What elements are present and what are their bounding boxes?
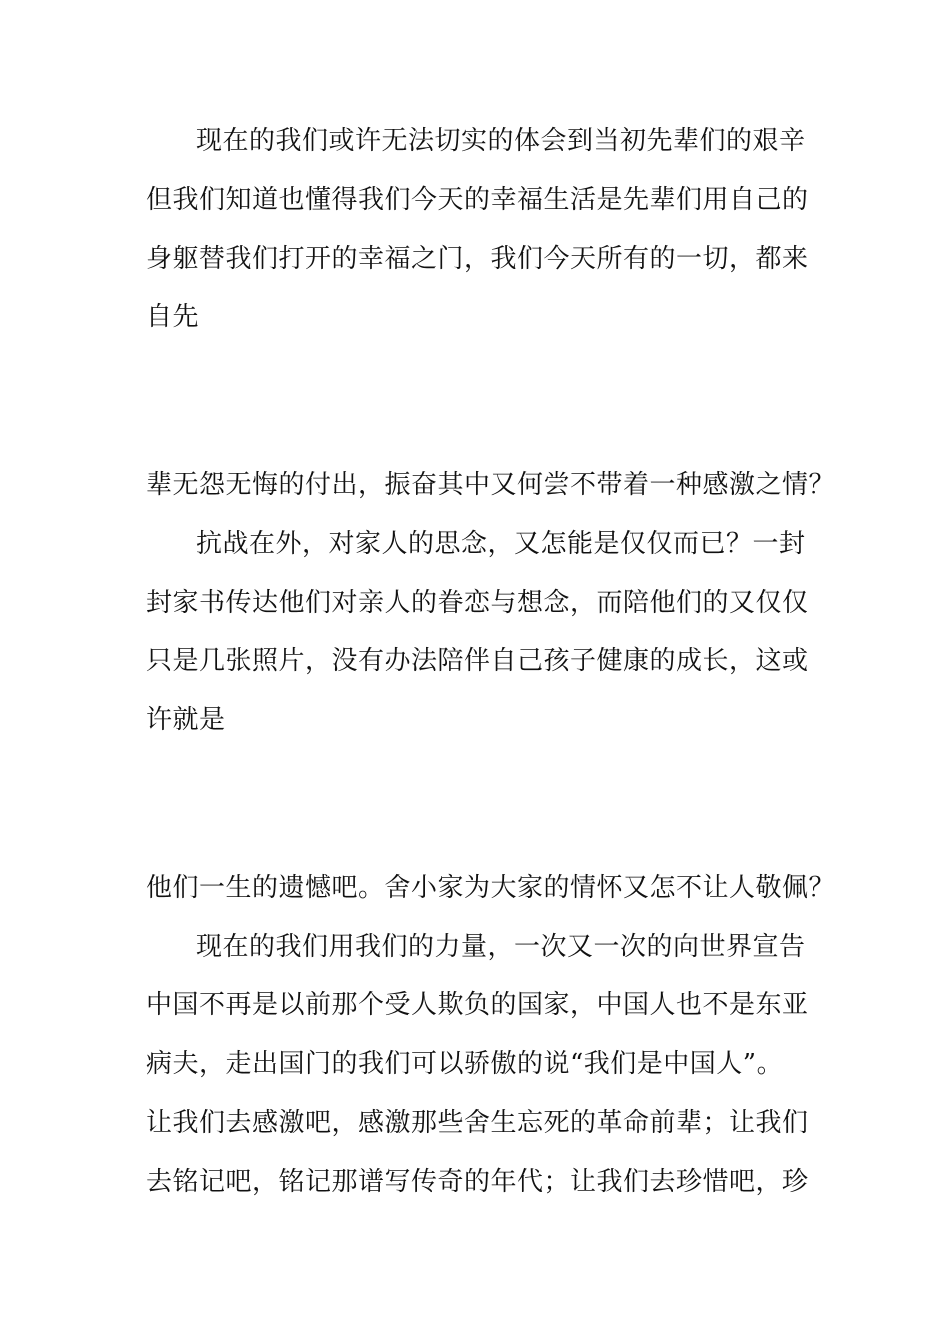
paragraph-2-line-4: 许就是 (146, 705, 226, 735)
paragraph-1-line-2: 但我们知道也懂得我们今天的幸福生活是先辈们用自己的 (146, 185, 809, 215)
paragraph-3-line-3: 病夫，走出国门的我们可以骄傲的说“我们是中国人”。 (146, 1049, 784, 1079)
paragraph-3-line-1: 现在的我们用我们的力量，一次又一次的向世界宣告 (196, 932, 806, 962)
paragraph-2-line-2: 封家书传达他们对亲人的眷恋与想念，而陪他们的又仅仅 (146, 588, 809, 618)
paragraph-1-line-5: 辈无怨无悔的付出，振奋其中又何尝不带着一种感激之情？ (146, 470, 836, 500)
paragraph-3-line-2: 中国不再是以前那个受人欺负的国家，中国人也不是东亚 (146, 990, 809, 1020)
paragraph-1-line-1: 现在的我们或许无法切实的体会到当初先辈们的艰辛 (196, 126, 806, 156)
paragraph-2-line-1: 抗战在外，对家人的思念，又怎能是仅仅而已？一封 (196, 529, 806, 559)
paragraph-4-line-1: 让我们去感激吧，感激那些舍生忘死的革命前辈；让我们 (146, 1108, 809, 1138)
paragraph-1-line-4: 自先 (146, 302, 200, 332)
paragraph-4-line-2: 去铭记吧，铭记那谱写传奇的年代；让我们去珍惜吧，珍 (146, 1167, 809, 1197)
paragraph-2-line-3: 只是几张照片，没有办法陪伴自己孩子健康的成长，这或 (146, 646, 809, 676)
paragraph-1-line-3: 身躯替我们打开的幸福之门，我们今天所有的一切，都来 (146, 244, 809, 274)
paragraph-2-line-5: 他们一生的遗憾吧。舍小家为大家的情怀又怎不让人敬佩？ (146, 873, 836, 903)
